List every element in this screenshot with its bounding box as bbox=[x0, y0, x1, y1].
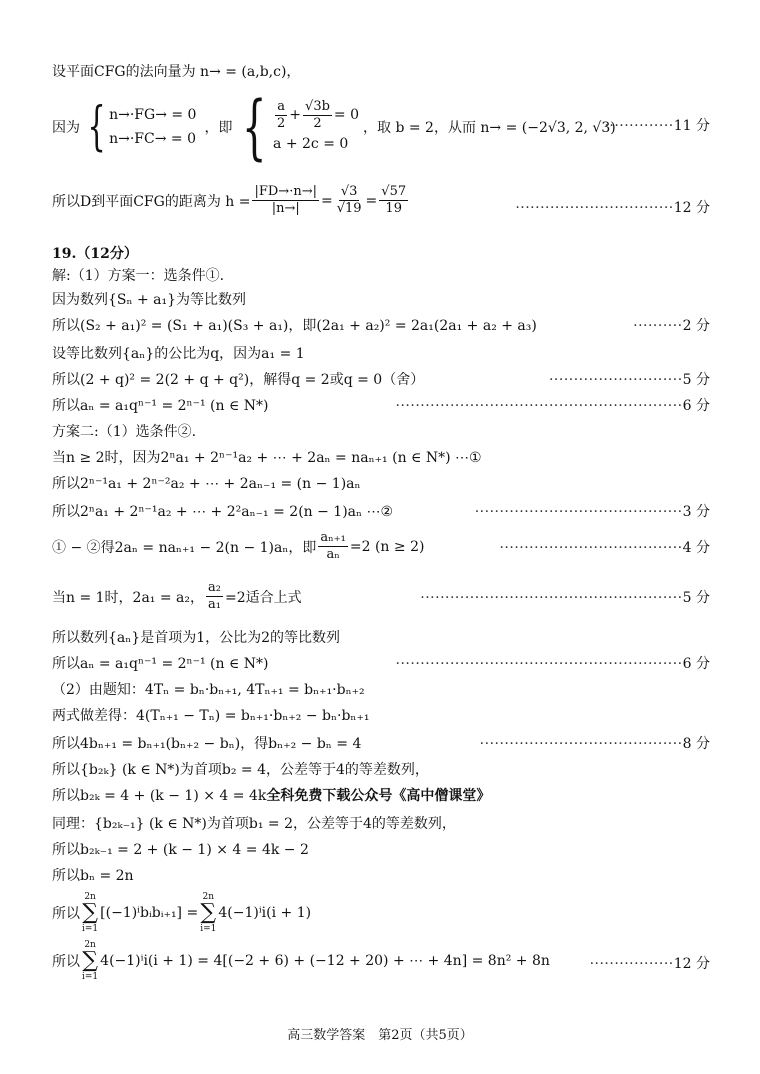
text: 当n = 1时，2a₁ = a₂， bbox=[52, 589, 205, 606]
sum-symbol: 2n ∑ i=1 bbox=[82, 892, 99, 934]
score-mark: ·················12 分 bbox=[589, 956, 710, 972]
sum-lower: i=1 bbox=[82, 972, 99, 982]
text-line: 因为数列{Sₙ + a₁}为等比数列 bbox=[52, 292, 247, 308]
fraction bbox=[275, 99, 287, 132]
fraction bbox=[335, 184, 364, 217]
sum-lower: i=1 bbox=[82, 924, 99, 934]
sum-upper: 2n bbox=[84, 892, 96, 902]
text-line: 所以bₙ = 2n bbox=[52, 868, 134, 884]
numerator: aₙ₊₁ bbox=[320, 530, 346, 545]
sum-lower: i=1 bbox=[200, 924, 217, 934]
text-line: 当n ≥ 2时，因为2ⁿa₁ + 2ⁿ⁻¹a₂ + ⋯ + 2aₙ = naₙ₊₁ (n ∈ N*) ⋯① bbox=[52, 450, 482, 466]
denominator: aₙ bbox=[326, 547, 340, 562]
equation-tail: = 0 bbox=[333, 107, 360, 123]
equation: n→·FG→ = 0 bbox=[109, 107, 197, 123]
text-line: （2）由题知：4Tₙ = bₙ·bₙ₊₁, 4Tₙ₊₁ = bₙ₊₁·bₙ₊₂ bbox=[52, 682, 365, 698]
score-mark: ·····················································5 分 bbox=[420, 590, 710, 606]
text-line: 同理：{b₂ₖ₋₁} (k ∈ N*)为首项b₁ = 2，公差等于4的等差数列， bbox=[52, 816, 456, 832]
sum-symbol: 2n ∑ i=1 bbox=[82, 940, 99, 982]
equation-stack bbox=[109, 103, 196, 151]
brace-icon: { bbox=[87, 97, 106, 157]
score-mark: ·········································8 分 bbox=[479, 736, 710, 752]
sum-upper: 2n bbox=[84, 940, 96, 950]
distance-line: 所以D到平面CFG的距离为 h = $\frac{|FD\to\cdot n\to|}{|n\to|}$ = $\frac{√3}{√19}$ = $\frac{√57}{19}$ bbox=[52, 184, 407, 216]
base-case-line bbox=[52, 580, 302, 613]
score-mark: ································12 分 bbox=[515, 200, 710, 216]
text: 所以D到平面CFG的距离为 h = bbox=[52, 193, 251, 210]
denominator: √19 bbox=[336, 201, 362, 216]
sum-line bbox=[52, 940, 550, 982]
score-mark: ··········2 分 bbox=[633, 318, 710, 334]
watermark-text: 全科免费下载公众号《高中僧课堂》 bbox=[266, 788, 491, 804]
text-line: 所以数列{aₙ}是首项为1，公比为2的等比数列 bbox=[52, 630, 341, 646]
text-line: 设等比数列{aₙ}的公比为q，因为a₁ = 1 bbox=[52, 346, 305, 362]
numerator: a₂ bbox=[208, 580, 221, 595]
text: ① − ②得2aₙ = naₙ₊₁ − 2(n − 1)aₙ，即 bbox=[52, 539, 317, 556]
denominator: |n→| bbox=[271, 201, 300, 216]
fraction bbox=[379, 184, 408, 217]
numerator: |FD→·n→| bbox=[254, 184, 317, 199]
fraction bbox=[252, 184, 319, 217]
text: 4(−1)ⁱi(i + 1) = 4[(−2 + 6) + (−12 + 20) + ⋯ + 4n] = 8n² + 8n bbox=[100, 953, 550, 969]
text: 所以 bbox=[52, 954, 80, 970]
text-line: 所以b₂ₖ₋₁ = 2 + (k − 1) × 4 = 4k − 2 bbox=[52, 842, 309, 858]
numerator: √3b bbox=[305, 98, 330, 114]
text-line: 所以(S₂ + a₁)² = (S₁ + a₁)(S₃ + a₁)，即(2a₁ + a₂)² = 2a₁(2a₁ + a₂ + a₃) bbox=[52, 318, 537, 334]
text: [(−1)ⁱbᵢbᵢ₊₁] = bbox=[100, 905, 199, 921]
denominator: 2 bbox=[277, 115, 286, 131]
equation-system-line bbox=[52, 86, 616, 168]
text-line: 解:（1）方案一：选条件①. bbox=[52, 268, 225, 284]
page-footer: 高三数学答案 第2页（共5页） bbox=[287, 1028, 473, 1043]
text-line: 所以aₙ = a₁qⁿ⁻¹ = 2ⁿ⁻¹ (n ∈ N*) bbox=[52, 656, 269, 672]
score-mark: ··············11 分 bbox=[604, 118, 710, 134]
score-mark: ···························5 分 bbox=[548, 372, 710, 388]
text: 所以b₂ₖ = 4 + (k − 1) × 4 = 4k bbox=[52, 788, 267, 804]
text-line bbox=[52, 786, 650, 806]
text-line: 所以4bₙ₊₁ = bₙ₊₁(bₙ₊₂ − bₙ)，得bₙ₊₂ − bₙ = 4 bbox=[52, 736, 362, 752]
equation: n→·FC→ = 0 bbox=[109, 131, 196, 147]
sum-upper: 2n bbox=[202, 892, 215, 902]
fraction bbox=[318, 530, 347, 563]
sum-symbol: 2n ∑ i=1 bbox=[200, 892, 217, 934]
text-line: 所以aₙ = a₁qⁿ⁻¹ = 2ⁿ⁻¹ (n ∈ N*) bbox=[52, 398, 269, 414]
brace-icon: { bbox=[242, 86, 267, 168]
equation: $\frac{a}{2}$ + $\frac{√3b}{2}$ = 0 bbox=[277, 98, 360, 131]
denominator: a₁ bbox=[208, 597, 221, 612]
sum-line bbox=[52, 892, 311, 934]
text-line: 所以{b₂ₖ} (k ∈ N*)为首项b₂ = 4，公差等于4的等差数列， bbox=[52, 762, 429, 778]
numerator: a bbox=[277, 98, 286, 114]
ratio-line bbox=[52, 530, 424, 563]
text-line: 方案二:（1）选条件②. bbox=[52, 424, 197, 440]
text-line: 设平面CFG的法向量为 n→ = (a,b,c)， bbox=[52, 64, 301, 80]
text-line: 两式做差得：4(Tₙ₊₁ − Tₙ) = bₙ₊₁·bₙ₊₂ − bₙ·bₙ₊₁ bbox=[52, 708, 370, 724]
score-mark: ··························································6 分 bbox=[395, 398, 710, 414]
text-line: 所以2ⁿa₁ + 2ⁿ⁻¹a₂ + ⋯ + 2²aₙ₋₁ = 2(n − 1)aₙ ⋯② bbox=[52, 504, 394, 520]
denominator: 19 bbox=[385, 201, 402, 216]
denominator: 2 bbox=[313, 115, 322, 131]
text-line: 所以2ⁿ⁻¹a₁ + 2ⁿ⁻²a₂ + ⋯ + 2aₙ₋₁ = (n − 1)aₙ bbox=[52, 476, 361, 492]
text: =2 (n ≥ 2) bbox=[349, 538, 425, 555]
text: 4(−1)ⁱi(i + 1) bbox=[218, 905, 312, 921]
text: ，取 b = 2，从而 n→ = (−2√3, 2, √3) bbox=[363, 120, 616, 136]
score-mark: ··········································3 分 bbox=[474, 504, 710, 520]
score-mark: ·····································4 分 bbox=[499, 540, 710, 556]
score-mark: ··························································6 分 bbox=[395, 656, 710, 672]
text: =2适合上式 bbox=[224, 589, 302, 606]
text: 因为 bbox=[52, 120, 80, 136]
text-line: 所以(2 + q)² = 2(2 + q + q²)，解得q = 2或q = 0（舍） bbox=[52, 372, 425, 388]
fraction bbox=[303, 99, 332, 132]
question-heading: 19.（12分） bbox=[52, 246, 138, 262]
text: ，即 bbox=[204, 120, 233, 136]
equation-stack bbox=[273, 99, 359, 156]
numerator: √3 bbox=[340, 184, 358, 199]
equation: a + 2c = 0 bbox=[273, 135, 349, 152]
text: 所以 bbox=[52, 906, 80, 922]
fraction bbox=[206, 580, 223, 613]
numerator: √57 bbox=[381, 184, 407, 199]
